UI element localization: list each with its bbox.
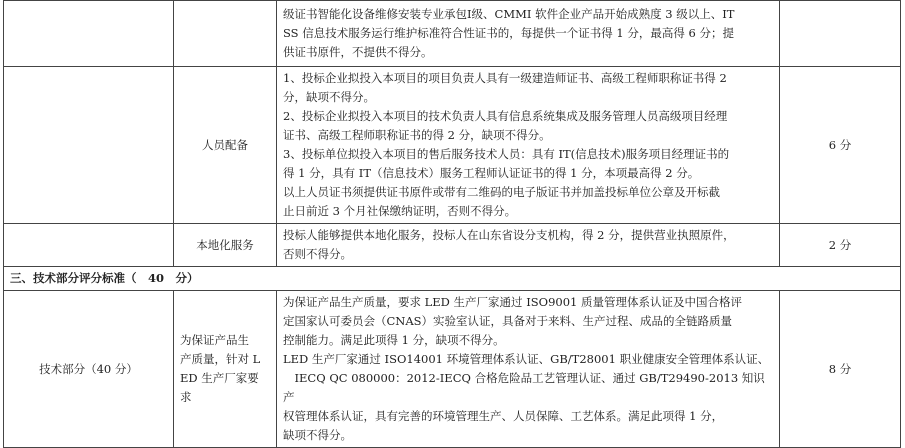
localization-criteria <box>277 224 780 267</box>
criteria-line: 1、投标企业拟投入本项目的项目负责人具有一级建造师证书、高级工程师职称证书得 2 <box>283 71 727 85</box>
criteria-line: LED 生产厂家通过 ISO14001 环境管理体系认证、GB/T28001 职业健康安全管理体系认证、 <box>283 352 770 366</box>
item-label-line: ED 生产厂家要 <box>180 371 259 385</box>
criteria-line: 得 1 分，具有 IT（信息技术）服务工程师认证证书的得 1 分，本项最高得 2 分。 <box>283 166 700 180</box>
staffing-label: 人员配备 <box>174 67 277 224</box>
category-cell <box>4 1 174 67</box>
item-label-line: 产质量，针对 L <box>180 352 261 366</box>
criteria-line: 为保证产品生产质量，要求 LED 生产厂家通过 ISO9001 质量管理体系认证及中国合格评 <box>283 295 742 309</box>
criteria-line: 投标人能够提供本地化服务，投标人在山东省设分支机构，得 2 分，提供营业执照原件， <box>283 228 735 242</box>
table-row <box>4 291 901 448</box>
tech-score: 8 分 <box>780 291 901 448</box>
criteria-line: 供证书原件，不提供不得分。 <box>283 45 433 59</box>
item-label-line: 为保证产品生 <box>180 333 249 347</box>
table-row <box>4 267 901 291</box>
localization-label: 本地化服务 <box>174 224 277 267</box>
criteria-line: SS 信息技术服务运行维护标准符合性证书的，每提供一个证书得 1 分，最高得 6 分；提 <box>283 26 734 40</box>
criteria-line: 证书、高级工程师职称证书的得 2 分，缺项不得分。 <box>283 128 551 142</box>
criteria-line: 否则不得分。 <box>283 247 352 261</box>
criteria-line: 定国家认可委员会（CNAS）实验室认证，具备对于来料、生产过程、成品的全链路质量 <box>283 314 733 328</box>
criteria-cell <box>277 1 780 67</box>
criteria-line: 止日前近 3 个月社保缴纳证明，否则不得分。 <box>283 204 517 218</box>
criteria-line: 2、投标企业拟投入本项目的技术负责人具有信息系统集成及服务管理人员高级项目经理 <box>283 109 728 123</box>
criteria-line: 分，缺项不得分。 <box>283 90 375 104</box>
criteria-line: 3、投标单位拟投入本项目的售后服务技术人员：具有 IT(信息技术)服务项目经理证书的 <box>283 147 730 161</box>
scoring-table <box>3 0 901 448</box>
item-cell <box>174 1 277 67</box>
tech-item-label <box>174 291 277 448</box>
tech-category: 技术部分（40 分） <box>4 291 174 448</box>
table-row <box>4 1 901 67</box>
criteria-line: 以上人员证书须提供证书原件或带有二维码的电子版证书并加盖投标单位公章及开标截 <box>283 185 720 199</box>
category-cell <box>4 67 174 224</box>
staffing-score: 6 分 <box>780 67 901 224</box>
criteria-line: 缺项不得分。 <box>283 428 352 442</box>
section-heading: 三、技术部分评分标准（ 40 分） <box>4 267 901 291</box>
score-cell <box>780 1 901 67</box>
criteria-line: 级证书智能化设备维修安装专业承包Ⅰ级、CMMI 软件企业产品开始成熟度 3 级以上、IT <box>283 7 735 21</box>
localization-score: 2 分 <box>780 224 901 267</box>
criteria-line: 控制能力。满足此项得 1 分，缺项不得分。 <box>283 333 505 347</box>
criteria-line: 权管理体系认证，具有完善的环境管理生产、人员保障、工艺体系。满足此项得 1 分， <box>283 409 724 423</box>
table-row <box>4 224 901 267</box>
tech-criteria <box>277 291 780 448</box>
criteria-line: IECQ QC 080000：2012-IECQ 合格危险品工艺管理认证、通过 GB/T29490-2013 知识产 <box>283 371 765 404</box>
table-row <box>4 67 901 224</box>
item-label-line: 求 <box>180 390 192 404</box>
staffing-criteria <box>277 67 780 224</box>
category-cell <box>4 224 174 267</box>
